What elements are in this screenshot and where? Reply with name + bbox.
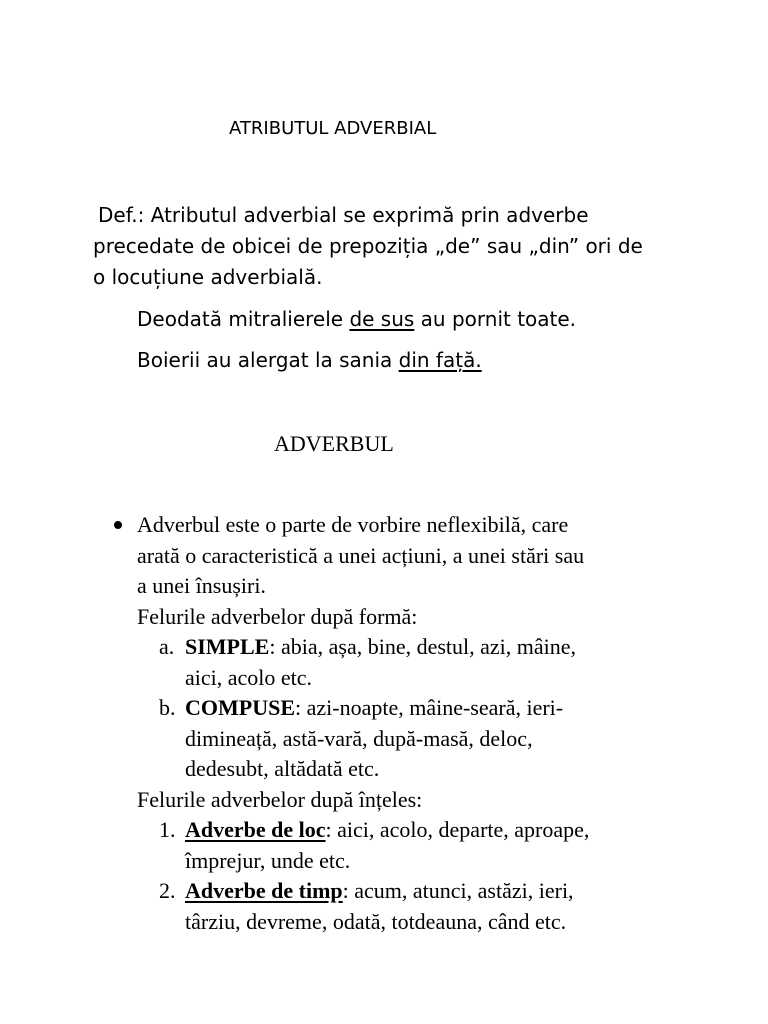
example-sentence-1 bbox=[137, 307, 576, 331]
form-item-line-3: dedesubt, altădată etc. bbox=[185, 756, 380, 781]
bullet-line-1: Adverbul este o parte de vorbire neflexibilă, care bbox=[137, 512, 569, 537]
definition-line-2: precedate de obicei de prepoziția „de” sau „din” ori de bbox=[93, 234, 643, 258]
form-item-text: : abia, așa, bine, destul, azi, mâine, bbox=[269, 634, 577, 659]
list-marker: b. bbox=[159, 695, 176, 720]
bullet-item bbox=[112, 510, 672, 602]
meaning-item-line-1 bbox=[185, 876, 672, 907]
list-marker: 1. bbox=[159, 817, 176, 842]
definition-paragraph bbox=[93, 200, 693, 293]
meaning-term: Adverbe de timp bbox=[185, 878, 343, 903]
example-2-underlined: din față. bbox=[398, 348, 482, 372]
example-1-after: au pornit toate. bbox=[414, 307, 577, 331]
form-item-line-2: dimineață, astă-vară, după-masă, deloc, bbox=[185, 725, 533, 751]
example-1-before: Deodată mitralierele bbox=[137, 307, 350, 331]
meaning-item-timp bbox=[112, 876, 672, 937]
example-1-underlined: de sus bbox=[349, 307, 415, 331]
form-intro: Felurile adverbelor după formă: bbox=[137, 603, 418, 629]
definition-line-3: o locuțiune adverbială. bbox=[93, 265, 323, 289]
bullet-line-2: arată o caracteristică a unei acțiuni, a unei stări sau bbox=[137, 542, 585, 568]
adverb-heading: ADVERBUL bbox=[274, 431, 394, 456]
form-item-simple bbox=[112, 632, 672, 693]
adverb-content bbox=[112, 510, 672, 937]
form-term: SIMPLE bbox=[185, 634, 270, 659]
bullet-line-3: a unei însușiri. bbox=[137, 573, 266, 598]
page-title: ATRIBUTUL ADVERBIAL bbox=[229, 118, 437, 139]
form-item-line-1 bbox=[185, 693, 672, 724]
form-term: COMPUSE bbox=[185, 695, 295, 720]
form-item-line-2: aici, acolo etc. bbox=[185, 664, 313, 690]
meaning-item-loc bbox=[112, 815, 672, 876]
meaning-intro: Felurile adverbelor după înțeles: bbox=[137, 786, 423, 812]
meaning-item-line-1 bbox=[185, 815, 672, 846]
form-item-line-1 bbox=[185, 632, 672, 663]
meaning-term: Adverbe de loc bbox=[185, 817, 326, 842]
meaning-item-text: : aici, acolo, departe, aproape, bbox=[325, 817, 590, 842]
list-marker: a. bbox=[159, 634, 175, 659]
list-marker: 2. bbox=[159, 878, 176, 903]
form-item-compuse bbox=[112, 693, 672, 785]
definition-line-1: Def.: Atributul adverbial se exprimă prin adverbe bbox=[98, 203, 589, 227]
example-sentence-2 bbox=[137, 348, 482, 372]
bullet-icon bbox=[114, 521, 122, 529]
form-item-text: : azi-noapte, mâine-seară, ieri- bbox=[295, 695, 564, 720]
example-2-before: Boierii au alergat la sania bbox=[137, 348, 399, 372]
meaning-item-text: : acum, atunci, astăzi, ieri, bbox=[342, 878, 574, 903]
meaning-item-line-2: târziu, devreme, odată, totdeauna, când etc. bbox=[185, 908, 567, 934]
meaning-item-line-2: împrejur, unde etc. bbox=[185, 847, 351, 873]
